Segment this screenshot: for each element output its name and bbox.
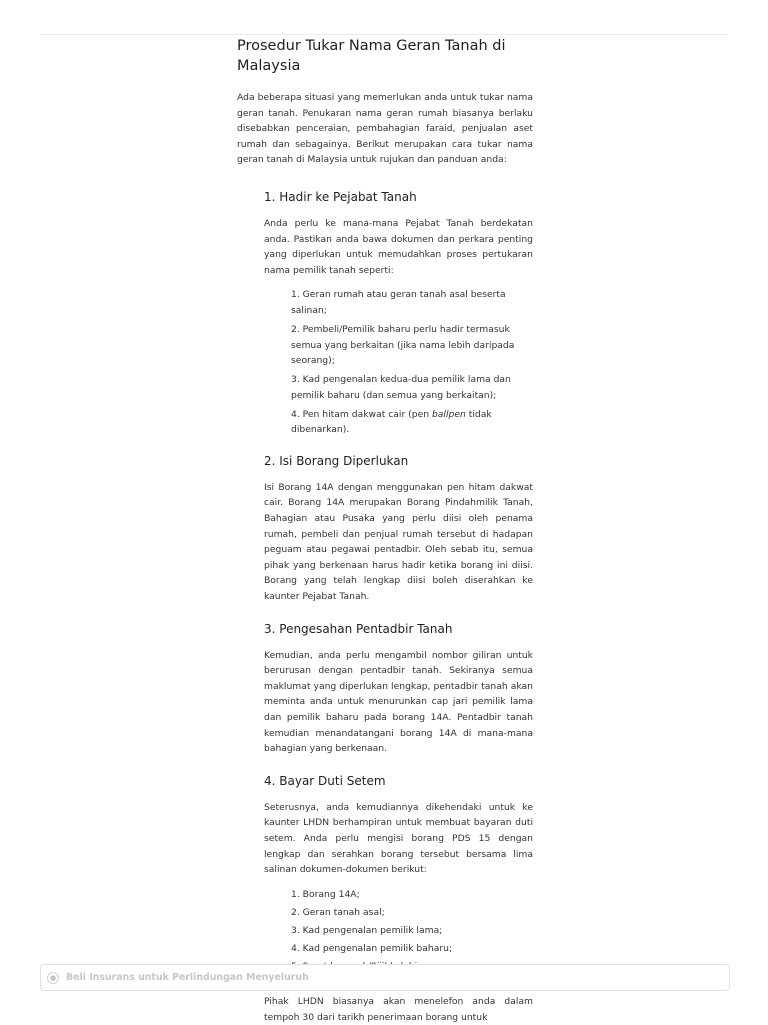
section-body: Seterusnya, anda kemudiannya dikehendaki untuk ke kaunter LHDN berhampiran untuk membuat bayaran duti setem. Anda perlu mengisi borang PDS 15 dengan lengkap dan serahkan borang tersebut bersama lima salinan dokumen-dokumen berikut: (264, 801, 533, 876)
section-isi-borang (264, 452, 533, 605)
ad-banner[interactable] (40, 964, 730, 991)
emphasis-text: ballpen (431, 408, 466, 420)
closing-paragraph: Pihak LHDN biasanya akan menelefon anda dalam tempoh 30 dari tarikh penerimaan borang untuk (264, 996, 533, 1023)
top-divider (40, 34, 728, 35)
section-body: Kemudian, anda perlu mengambil nombor giliran untuk berurusan dengan pentadbir tanah. Sekiranya semua maklumat yang diperlukan lengkap, pentadbir tanah akan meminta anda untuk menurunkan cap jari pemilik lama dan pemilik baharu pada borang 14A. Pentadbir tanah kemudian menandatangani borang 14A di mana-mana bahagian yang berkenaan. (264, 649, 533, 755)
section-body: Anda perlu ke mana-mana Pejabat Tanah berdekatan anda. Pastikan anda bawa dokumen dan perkara penting yang diperlukan untuk memudahkan proses pertukaran nama pemilik tanah seperti: (264, 217, 533, 276)
lhdn-documents-list (291, 887, 533, 975)
section-heading: 4. Bayar Duti Setem (264, 773, 386, 788)
list-item (291, 407, 533, 438)
intro-paragraph: Ada beberapa situasi yang memerlukan anda untuk tukar nama geran tanah. Penukaran nama geran rumah biasanya berlaku disebabkan penceraian, pembahagian faraid, penjualan aset rumah dan sebagainya. Berikut merupakan cara tukar nama geran tanah di Malaysia untuk rujukan dan panduan anda: (237, 92, 533, 166)
list-item: 3. Kad pengenalan pemilik lama; (291, 924, 443, 936)
section-pengesahan-pentadbir (264, 620, 533, 757)
page-title: Prosedur Tukar Nama Geran Tanah di Malaysia (237, 38, 506, 74)
list-item: 2. Pembeli/Pemilik baharu perlu hadir termasuk semua yang berkaitan (jika nama lebih daripada seorang); (291, 323, 515, 367)
list-item-text: 4. Pen hitam dakwat cair (pen (291, 408, 432, 420)
ad-banner-link[interactable]: Beli Insurans untuk Perlindungan Menyeluruh (66, 972, 309, 983)
section-body: Isi Borang 14A dengan menggunakan pen hitam dakwat cair. Borang 14A merupakan Borang Pindahmilik Tanah, Bahagian atau Pusaka yang perlu diisi oleh penama rumah, pembeli dan penjual rumah tersebut di hadapan peguam atau pegawai pentadbir. Oleh sebab itu, semua pihak yang berkenaan harus hadir ketika borang ini diisi. Borang yang telah lengkap diisi boleh diserahkan ke kaunter Pejabat Tanah. (264, 481, 533, 603)
section-heading: 3. Pengesahan Pentadbir Tanah (264, 621, 453, 636)
article (237, 36, 533, 1025)
list-item: 3. Kad pengenalan kedua-dua pemilik lama dan pemilik baharu (dan semua yang berkaitan); (291, 374, 511, 401)
list-item: 2. Geran tanah asal; (291, 906, 385, 918)
section-hadir-pejabat-tanah (264, 188, 533, 438)
list-item: 1. Borang 14A; (291, 888, 360, 900)
section-heading: 2. Isi Borang Diperlukan (264, 453, 409, 468)
list-item: 1. Geran rumah atau geran tanah asal beserta salinan; (291, 289, 506, 316)
list-item: 4. Kad pengenalan pemilik baharu; (291, 942, 453, 954)
shield-icon: ● (47, 972, 59, 984)
list-item-text: tidak dibenarkan). (291, 408, 492, 436)
section-heading: 1. Hadir ke Pejabat Tanah (264, 189, 417, 204)
required-documents-list (291, 287, 533, 438)
